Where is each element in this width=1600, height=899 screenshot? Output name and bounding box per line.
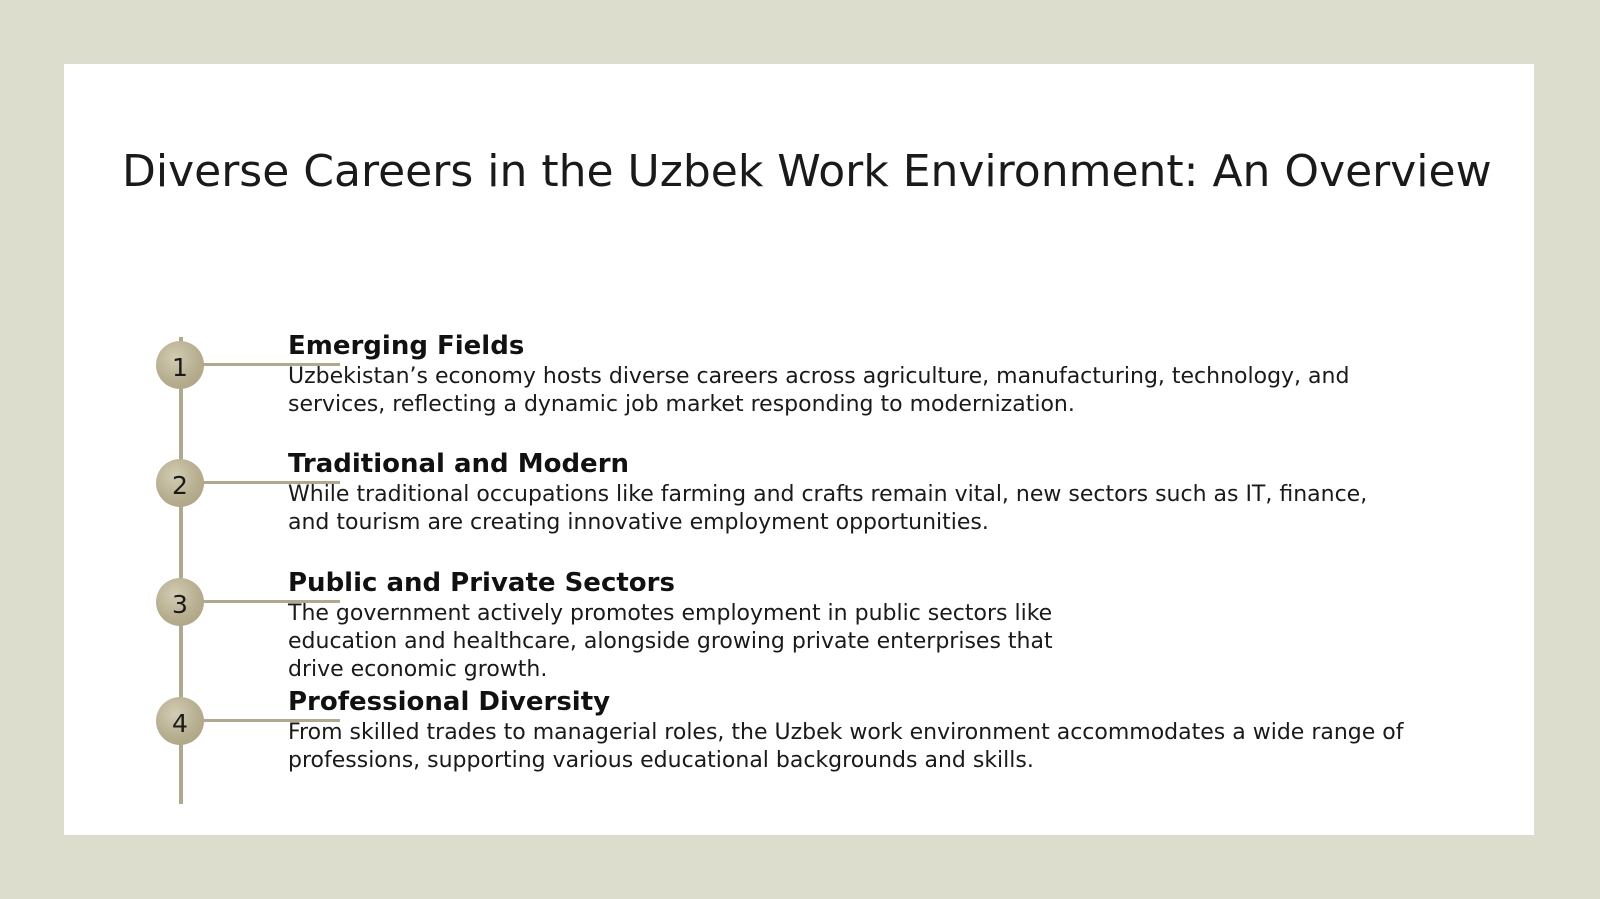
step-title: Public and Private Sectors (288, 568, 675, 598)
step-description: From skilled trades to managerial roles, the Uzbek work environment accommodates a wide range of professions, supporting various educational backgrounds and skills. (288, 720, 1404, 773)
slide-title: Diverse Careers in the Uzbek Work Environment: An Overview (122, 146, 1492, 197)
step-title: Emerging Fields (288, 331, 525, 361)
step-description: Uzbekistan’s economy hosts diverse careers across agriculture, manufacturing, technology, and services, reflecting a dynamic job market responding to modernization. (288, 364, 1350, 417)
step-number-badge: 4 (156, 697, 204, 745)
step-title: Professional Diversity (288, 687, 611, 717)
step-number-badge: 1 (156, 341, 204, 389)
step-description: While traditional occupations like farming and crafts remain vital, new sectors such as IT, finance, and tourism are creating innovative employment opportunities. (288, 482, 1368, 535)
step-number-badge: 2 (156, 459, 204, 507)
step-description: The government actively promotes employment in public sectors like education and healthcare, alongside growing private enterprises that drive economic growth. (288, 601, 1053, 682)
step-title: Traditional and Modern (288, 449, 630, 479)
slide (64, 64, 1534, 835)
step-number-badge: 3 (156, 578, 204, 626)
